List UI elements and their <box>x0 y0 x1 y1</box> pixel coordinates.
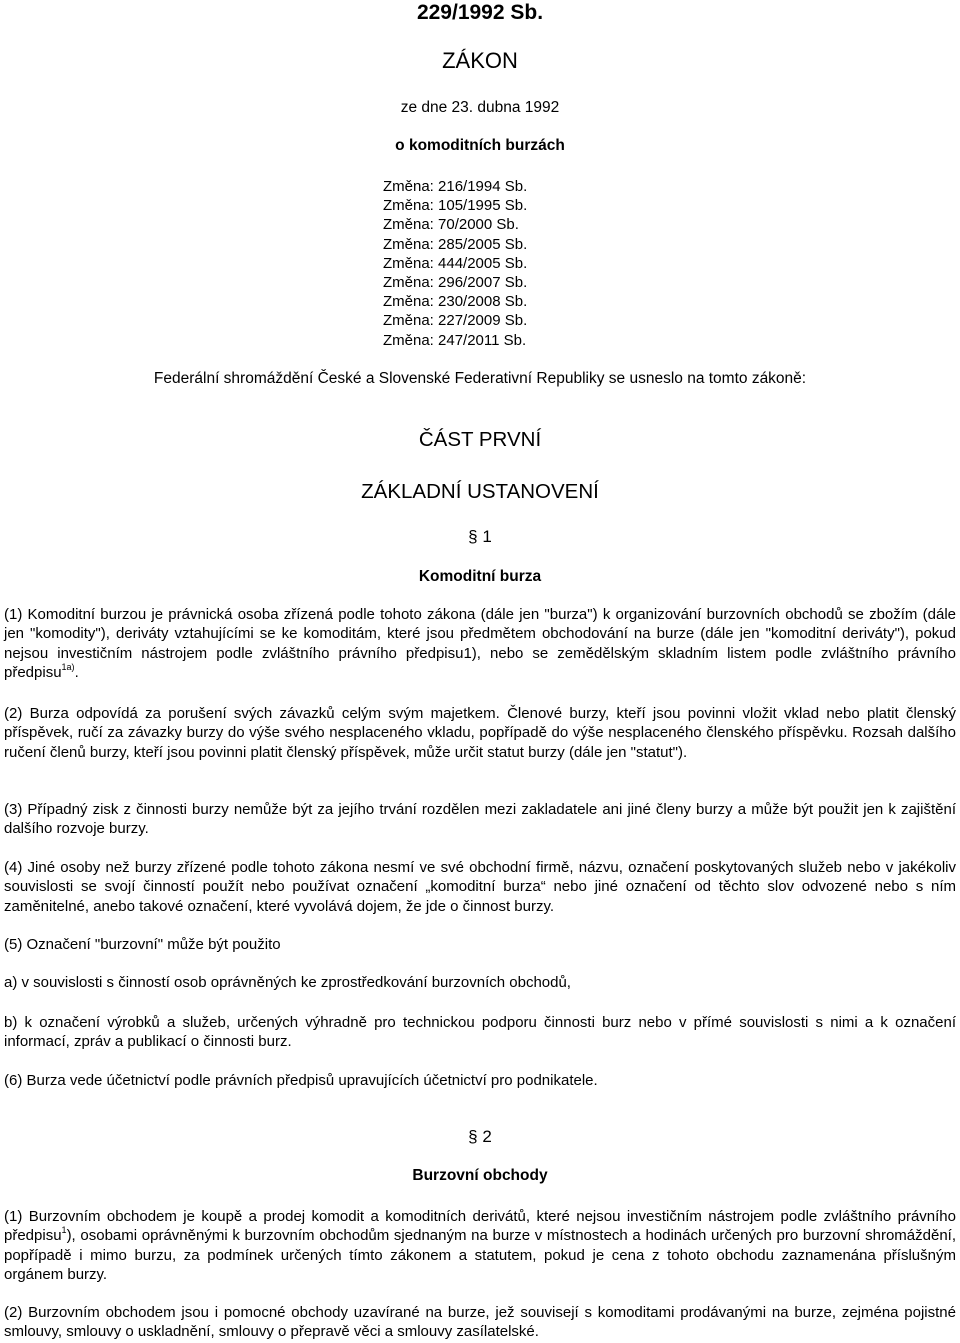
paragraph-text: ), osobami oprávněnými k burzovním obchodům sjednaným na burze v místnostech a hodinách určených pro burzovní shromáždění, popřípadě i mimo burzu, za podmínek určených tímto zákonem a statutem, pokud je cena z tohoto obchodu zaznamenána příslušným orgánem burzy. <box>4 1227 956 1283</box>
amendment-item: Změna: 105/1995 Sb. <box>383 197 528 215</box>
part-title: ČÁST PRVNÍ <box>418 428 542 451</box>
footnote-ref: 1 <box>61 1225 67 1236</box>
amendment-item: Změna: 216/1994 Sb. <box>383 178 528 195</box>
paragraph-end: . <box>74 663 79 681</box>
paragraph-4: (4) Jiné osoby než burzy zřízené podle tohoto zákona nesmí ve své obchodní firmě, názvu, označení poskytovaných služeb nebo v jakékoliv souvislosti se svojí činností použít nebo používat označení „komoditní burza“ nebo jiné označení od těchto slov odvozené nebo s ním zaměnitelné, anebo takové označení, které vyvolává dojem, že jde o činnost burzy. <box>4 859 956 915</box>
amendment-item: Změna: 70/2000 Sb. <box>383 216 519 234</box>
amendment-item: Změna: 247/2011 Sb. <box>383 331 527 349</box>
amendments-list <box>383 177 527 350</box>
amendment-item: Změna: 285/2005 Sb. <box>383 235 528 253</box>
document-number: 229/1992 Sb. <box>416 1 544 24</box>
section2-paragraph-1 <box>4 1207 956 1284</box>
amendment-item: Změna: 227/2009 Sb. <box>383 312 528 330</box>
paragraph-5a: a) v souvislosti s činností osob oprávněných ke zprostředkování burzovních obchodů, <box>4 974 571 991</box>
paragraph-3: (3) Případný zisk z činnosti burzy nemůže být za jejího trvání rozdělen mezi zakladatele ani jiné členy burzy a může být použit jen k zajištění dalšího rozvoje burzy. <box>4 801 956 838</box>
section2-paragraph-2: (2) Burzovním obchodem jsou i pomocné obchody uzavírané na burze, jež souvisejí s komoditami prodávanými na burze, zejména pojistné smlouvy, smlouvy o uskladnění, smlouvy o přepravě věci a smlouvy zasílatelské. <box>4 1304 956 1341</box>
paragraph-text: (1) Komoditní burzou je právnická osoba zřízená podle tohoto zákona (dále jen "burza") k organizování burzovních obchodů se zbožím (dále jen "komodity"), deriváty vztahujícími se ke komoditám, které jsou předmětem obchodování na burze (dále jen "komoditní deriváty"), pokud nejsou investičním nástrojem podle zvláštního právního předpisu1), nebo se zemědělským skladním listem podle zvláštního právního předpisu <box>4 606 956 681</box>
amendment-item: Změna: 444/2005 Sb. <box>383 254 528 272</box>
paragraph-5: (5) Označení "burzovní" může být použito <box>4 936 281 953</box>
law-date: ze dne 23. dubna 1992 <box>400 99 560 116</box>
section-number: § 2 <box>468 1127 492 1146</box>
section-title: Burzovní obchody <box>412 1167 548 1184</box>
section-title: Komoditní burza <box>418 568 542 585</box>
paragraph-2: (2) Burza odpovídá za porušení svých závazků celým svým majetkem. Členové burzy, kteří jsou povinni vložit vklad nebo platit členský příspěvek, ručí za závazky burzy do výše svého nesplaceného vkladu, popřípadě do výše nesplaceného členského příspěvku. Rozsah dalšího ručení členů burzy, kteří jsou povinni platit členský příspěvek, může určit statut burzy (dále jen "statut"). <box>4 705 956 761</box>
section-number: § 1 <box>468 527 492 546</box>
law-title: o komoditních burzách <box>395 137 565 154</box>
paragraph-5b: b) k označení výrobků a služeb, určených výhradně pro technickou podporu činnosti burz nebo v přímé souvislosti s nimi a k označení informací, zpráv a publikací o činnosti burz. <box>4 1014 956 1051</box>
footnote-ref: 1a) <box>61 661 75 672</box>
preamble: Federální shromáždění České a Slovenské Federativní Republiky se usneslo na tomto zákoně: <box>153 370 807 387</box>
law-type-heading: ZÁKON <box>442 48 518 73</box>
amendment-item: Změna: 230/2008 Sb. <box>383 293 528 311</box>
part-subtitle: ZÁKLADNÍ USTANOVENÍ <box>361 480 599 503</box>
amendment-item: Změna: 296/2007 Sb. <box>383 274 528 292</box>
paragraph-6: (6) Burza vede účetnictví podle právních předpisů upravujících účetnictví pro podnikatele. <box>4 1072 598 1089</box>
paragraph-text: (1) Burzovním obchodem je koupě a prodej komodit a komoditních derivátů, které nejsou investičním nástrojem podle zvláštního právního předpisu <box>4 1208 956 1245</box>
paragraph-1 <box>4 605 956 682</box>
